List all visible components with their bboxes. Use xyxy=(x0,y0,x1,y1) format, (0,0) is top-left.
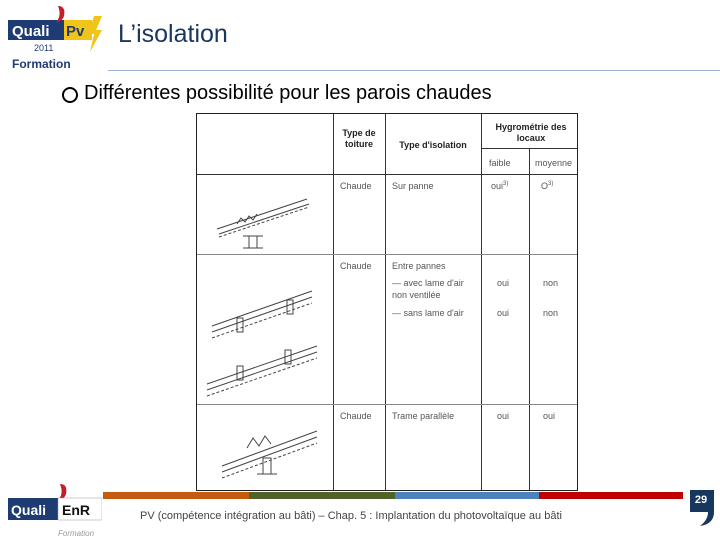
row2-sub1-moyenne: non xyxy=(543,278,559,288)
row3-faible: oui xyxy=(497,411,510,421)
logo-top-suffix: Pv xyxy=(66,23,85,40)
row2-sub1-label2: non ventilée xyxy=(392,290,441,300)
qualienr-logo xyxy=(6,484,102,540)
row3-toiture: Chaude xyxy=(340,411,372,421)
bullet-item xyxy=(62,82,492,105)
qualipv-logo xyxy=(6,4,106,70)
row2-toiture: Chaude xyxy=(340,261,372,271)
row2-sub2-moyenne: non xyxy=(543,308,559,318)
row1-moyenne: $O^{3)}$ xyxy=(541,181,554,191)
header-type-isolation: Type d'isolation xyxy=(399,140,467,150)
row2-sub1-faible: oui xyxy=(497,278,510,288)
page-number: 29 xyxy=(694,494,708,506)
bullet-ring-icon xyxy=(62,87,78,103)
bullet-text: Différentes possibilité pour les parois chaudes xyxy=(84,82,492,104)
header-hygrometrie: Hygrométrie des locaux xyxy=(495,122,567,143)
footer-bar-segment xyxy=(395,492,539,499)
logo-top-text: Quali xyxy=(12,23,50,40)
logo-bottom-suffix: EnR xyxy=(62,502,90,518)
table-row-divider xyxy=(197,254,577,255)
roof-sketch-trame-parallele xyxy=(197,406,333,490)
logo-bottom-text: Quali xyxy=(11,502,47,518)
roof-sketch-entre-pannes xyxy=(197,256,333,402)
row1-faible: oui$^{3)}$ xyxy=(491,181,509,191)
logo-bottom-accent-icon xyxy=(58,484,66,500)
row3-moyenne: oui xyxy=(543,411,556,421)
row1-toiture: Chaude xyxy=(340,181,372,191)
roof-sketch-sur-panne xyxy=(197,174,333,254)
row2-isolation: Entre pannes xyxy=(392,261,446,271)
header-type-toiture: Type de toiture xyxy=(342,128,376,149)
header-divider xyxy=(108,70,720,71)
header-moyenne: moyenne xyxy=(535,158,573,168)
table-col-divider xyxy=(529,148,530,490)
logo-top-formation: Formation xyxy=(12,57,71,70)
page-title: L’isolation xyxy=(118,20,228,48)
row3-isolation: Trame parallèle xyxy=(392,411,455,421)
row1-isolation: Sur panne xyxy=(392,181,434,191)
insulation-table xyxy=(196,113,578,491)
table-col-divider xyxy=(385,114,386,490)
table-row-divider xyxy=(197,404,577,405)
footer-color-bar xyxy=(103,492,683,499)
row2-sub2-faible: oui xyxy=(497,308,510,318)
table-col-divider xyxy=(333,114,334,490)
table-col-divider xyxy=(481,114,482,490)
footer-bar-segment xyxy=(539,492,683,499)
footer-text: PV (compétence intégration au bâti) – Chap. 5 : Implantation du photovoltaïque au bâti xyxy=(140,510,562,522)
footer-bar-segment xyxy=(103,492,249,499)
footer-bar-segment xyxy=(249,492,395,499)
table-header-subdivider xyxy=(481,148,577,149)
logo-bottom-sub: Formation xyxy=(58,529,95,538)
header-faible: faible xyxy=(489,158,511,168)
logo-top-year: 2011 xyxy=(34,43,54,53)
row2-sub2-label1: — sans lame d'air xyxy=(392,308,464,318)
row2-sub1-label1: — avec lame d'air xyxy=(392,278,464,288)
